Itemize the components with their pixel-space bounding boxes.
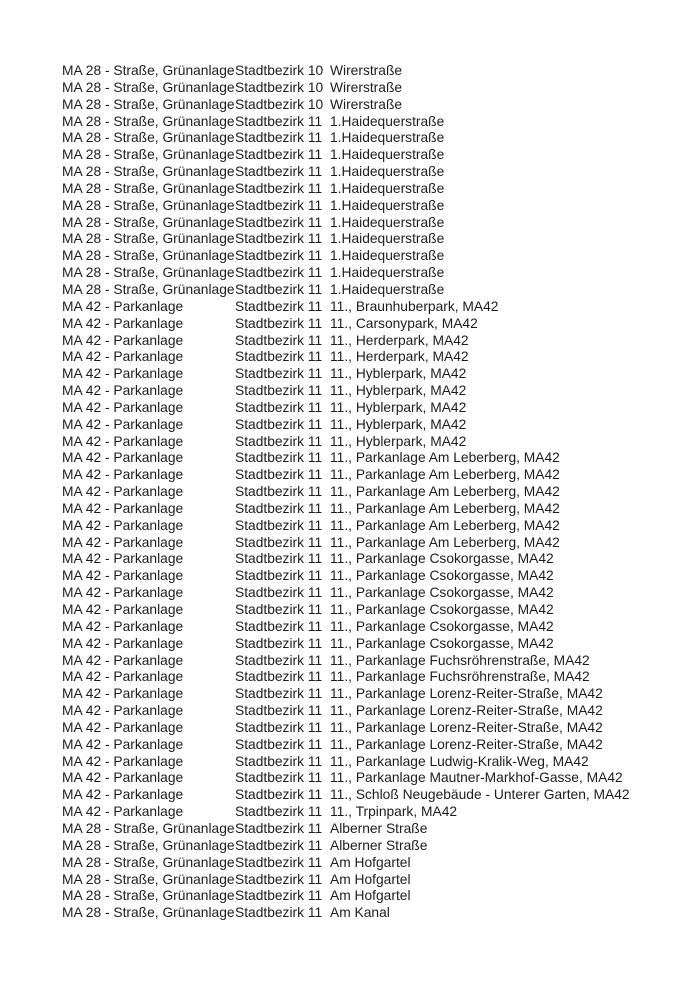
cell-department: MA 42 - Parkanlage bbox=[62, 669, 184, 685]
cell-location: 11., Parkanlage Lorenz-Reiter-Straße, MA42 bbox=[330, 686, 603, 702]
table-row bbox=[62, 248, 630, 265]
cell-district: Stadtbezirk 11 bbox=[235, 652, 323, 668]
cell-district: Stadtbezirk 11 bbox=[235, 416, 323, 432]
table-row bbox=[62, 535, 630, 552]
cell-district: Stadtbezirk 11 bbox=[235, 281, 323, 297]
table-row bbox=[62, 130, 630, 147]
cell-district: Stadtbezirk 11 bbox=[235, 450, 323, 466]
cell-location: Am Hofgartel bbox=[330, 871, 411, 887]
cell-location: Am Hofgartel bbox=[330, 854, 411, 870]
cell-location: 1.Haidequerstraße bbox=[330, 231, 445, 247]
cell-department: MA 42 - Parkanlage bbox=[62, 787, 184, 803]
cell-location: 11., Braunhuberpark, MA42 bbox=[330, 298, 499, 314]
cell-location: 1.Haidequerstraße bbox=[330, 164, 445, 180]
cell-district: Stadtbezirk 11 bbox=[235, 500, 323, 516]
table-row bbox=[62, 821, 630, 838]
cell-department: MA 28 - Straße, Grünanlage bbox=[62, 837, 235, 853]
cell-department: MA 28 - Straße, Grünanlage bbox=[62, 265, 235, 281]
table-row bbox=[62, 888, 630, 905]
table-row bbox=[62, 770, 630, 787]
cell-department: MA 42 - Parkanlage bbox=[62, 467, 184, 483]
cell-district: Stadtbezirk 11 bbox=[235, 837, 323, 853]
table-row bbox=[62, 198, 630, 215]
table-row bbox=[62, 333, 630, 350]
cell-location: 11., Trpinpark, MA42 bbox=[330, 804, 458, 820]
cell-location: 1.Haidequerstraße bbox=[330, 248, 445, 264]
table-row bbox=[62, 602, 630, 619]
table-row bbox=[62, 484, 630, 501]
cell-location: 11., Parkanlage Csokorgasse, MA42 bbox=[330, 602, 554, 617]
cell-department: MA 28 - Straße, Grünanlage bbox=[62, 130, 235, 146]
cell-department: MA 42 - Parkanlage bbox=[62, 332, 184, 348]
cell-district: Stadtbezirk 11 bbox=[235, 147, 323, 163]
cell-district: Stadtbezirk 11 bbox=[235, 686, 323, 702]
cell-location: 11., Schloß Neugebäude - Unterer Garten, MA42 bbox=[330, 787, 630, 803]
table-row bbox=[62, 804, 630, 821]
cell-district: Stadtbezirk 11 bbox=[235, 248, 323, 264]
cell-district: Stadtbezirk 11 bbox=[235, 349, 323, 365]
cell-district: Stadtbezirk 11 bbox=[235, 534, 323, 550]
table-row bbox=[62, 737, 630, 754]
table-row bbox=[62, 97, 630, 114]
table-row bbox=[62, 147, 630, 164]
cell-department: MA 28 - Straße, Grünanlage bbox=[62, 214, 235, 230]
cell-location: 11., Parkanlage Am Leberberg, MA42 bbox=[330, 517, 560, 533]
cell-location: 11., Herderpark, MA42 bbox=[330, 349, 469, 365]
cell-location: 11., Parkanlage Am Leberberg, MA42 bbox=[330, 467, 560, 483]
cell-district: Stadtbezirk 11 bbox=[235, 770, 323, 786]
cell-location: Am Hofgartel bbox=[330, 888, 411, 904]
cell-location: 11., Parkanlage Csokorgasse, MA42 bbox=[330, 585, 554, 601]
cell-location: Alberner Straße bbox=[330, 837, 428, 853]
cell-location: 11., Parkanlage Fuchsröhrenstraße, MA42 bbox=[330, 669, 590, 685]
cell-district: Stadtbezirk 11 bbox=[235, 753, 323, 769]
cell-department: MA 42 - Parkanlage bbox=[62, 652, 184, 668]
cell-department: MA 42 - Parkanlage bbox=[62, 349, 184, 365]
cell-location: 11., Hyblerpark, MA42 bbox=[330, 433, 467, 449]
cell-location: 1.Haidequerstraße bbox=[330, 281, 445, 297]
cell-location: Am Kanal bbox=[330, 905, 390, 921]
cell-department: MA 42 - Parkanlage bbox=[62, 433, 184, 449]
table-row bbox=[62, 181, 630, 198]
cell-department: MA 28 - Straße, Grünanlage bbox=[62, 871, 235, 887]
cell-department: MA 42 - Parkanlage bbox=[62, 635, 184, 651]
cell-district: Stadtbezirk 11 bbox=[235, 433, 323, 449]
cell-department: MA 42 - Parkanlage bbox=[62, 770, 184, 786]
table-row bbox=[62, 619, 630, 636]
table-row bbox=[62, 316, 630, 333]
cell-district: Stadtbezirk 11 bbox=[235, 332, 323, 348]
cell-location: 11., Herderpark, MA42 bbox=[330, 332, 469, 348]
table-row bbox=[62, 838, 630, 855]
cell-district: Stadtbezirk 10 bbox=[235, 79, 324, 95]
cell-district: Stadtbezirk 11 bbox=[235, 484, 323, 500]
cell-department: MA 28 - Straße, Grünanlage bbox=[62, 79, 235, 95]
table-row bbox=[62, 686, 630, 703]
cell-department: MA 28 - Straße, Grünanlage bbox=[62, 164, 235, 180]
cell-department: MA 28 - Straße, Grünanlage bbox=[62, 147, 235, 163]
cell-location: 11., Parkanlage Lorenz-Reiter-Straße, MA42 bbox=[330, 736, 603, 752]
cell-location: 11., Parkanlage Mautner-Markhof-Gasse, MA42 bbox=[330, 770, 623, 786]
cell-district: Stadtbezirk 11 bbox=[235, 602, 323, 617]
cell-department: MA 28 - Straße, Grünanlage bbox=[62, 197, 235, 213]
cell-district: Stadtbezirk 11 bbox=[235, 820, 323, 836]
cell-department: MA 42 - Parkanlage bbox=[62, 703, 184, 719]
cell-district: Stadtbezirk 11 bbox=[235, 130, 323, 146]
cell-district: Stadtbezirk 11 bbox=[235, 618, 323, 634]
cell-location: Wirerstraße bbox=[330, 96, 403, 112]
cell-department: MA 28 - Straße, Grünanlage bbox=[62, 248, 235, 264]
cell-department: MA 42 - Parkanlage bbox=[62, 315, 184, 331]
cell-location: Wirerstraße bbox=[330, 79, 403, 95]
table-row bbox=[62, 417, 630, 434]
table-row bbox=[62, 366, 630, 383]
cell-district: Stadtbezirk 11 bbox=[235, 180, 323, 196]
cell-department: MA 42 - Parkanlage bbox=[62, 551, 184, 567]
cell-location: 1.Haidequerstraße bbox=[330, 180, 445, 196]
table-row bbox=[62, 669, 630, 686]
cell-department: MA 28 - Straße, Grünanlage bbox=[62, 888, 235, 904]
table-row bbox=[62, 720, 630, 737]
cell-district: Stadtbezirk 11 bbox=[235, 197, 323, 213]
cell-location: 11., Parkanlage Am Leberberg, MA42 bbox=[330, 534, 560, 550]
table-row bbox=[62, 568, 630, 585]
cell-department: MA 42 - Parkanlage bbox=[62, 450, 184, 466]
cell-department: MA 28 - Straße, Grünanlage bbox=[62, 63, 235, 78]
cell-department: MA 42 - Parkanlage bbox=[62, 618, 184, 634]
cell-department: MA 28 - Straße, Grünanlage bbox=[62, 281, 235, 297]
cell-district: Stadtbezirk 11 bbox=[235, 164, 323, 180]
cell-location: 1.Haidequerstraße bbox=[330, 214, 445, 230]
cell-district: Stadtbezirk 11 bbox=[235, 231, 323, 247]
table-row bbox=[62, 872, 630, 889]
cell-department: MA 28 - Straße, Grünanlage bbox=[62, 820, 235, 836]
table-row bbox=[62, 467, 630, 484]
cell-location: 11., Parkanlage Csokorgasse, MA42 bbox=[330, 618, 554, 634]
cell-department: MA 28 - Straße, Grünanlage bbox=[62, 113, 235, 129]
cell-district: Stadtbezirk 11 bbox=[235, 568, 323, 584]
cell-district: Stadtbezirk 11 bbox=[235, 265, 323, 281]
cell-department: MA 42 - Parkanlage bbox=[62, 517, 184, 533]
cell-department: MA 42 - Parkanlage bbox=[62, 383, 184, 399]
cell-district: Stadtbezirk 11 bbox=[235, 366, 323, 382]
cell-district: Stadtbezirk 11 bbox=[235, 703, 323, 719]
table-row bbox=[62, 80, 630, 97]
cell-location: 1.Haidequerstraße bbox=[330, 265, 445, 281]
data-table bbox=[62, 63, 630, 922]
cell-district: Stadtbezirk 11 bbox=[235, 467, 323, 483]
cell-location: Alberner Straße bbox=[330, 820, 428, 836]
cell-location: 1.Haidequerstraße bbox=[330, 197, 445, 213]
cell-district: Stadtbezirk 11 bbox=[235, 399, 323, 415]
table-row bbox=[62, 585, 630, 602]
table-row bbox=[62, 551, 630, 568]
cell-department: MA 42 - Parkanlage bbox=[62, 602, 184, 617]
table-row bbox=[62, 787, 630, 804]
cell-location: 11., Parkanlage Am Leberberg, MA42 bbox=[330, 450, 560, 466]
cell-location: 11., Parkanlage Fuchsröhrenstraße, MA42 bbox=[330, 652, 590, 668]
table-row bbox=[62, 855, 630, 872]
table-row bbox=[62, 282, 630, 299]
cell-district: Stadtbezirk 11 bbox=[235, 214, 323, 230]
table-row bbox=[62, 703, 630, 720]
table-row bbox=[62, 905, 630, 922]
cell-district: Stadtbezirk 11 bbox=[235, 517, 323, 533]
table-row bbox=[62, 215, 630, 232]
cell-district: Stadtbezirk 10 bbox=[235, 96, 324, 112]
cell-location: Wirerstraße bbox=[330, 63, 403, 78]
table-row bbox=[62, 636, 630, 653]
cell-district: Stadtbezirk 11 bbox=[235, 854, 323, 870]
table-row bbox=[62, 299, 630, 316]
table-row bbox=[62, 265, 630, 282]
cell-location: 1.Haidequerstraße bbox=[330, 147, 445, 163]
table-row bbox=[62, 164, 630, 181]
cell-location: 11., Parkanlage Am Leberberg, MA42 bbox=[330, 500, 560, 516]
cell-location: 11., Parkanlage Lorenz-Reiter-Straße, MA42 bbox=[330, 719, 603, 735]
cell-department: MA 42 - Parkanlage bbox=[62, 399, 184, 415]
cell-district: Stadtbezirk 11 bbox=[235, 585, 323, 601]
cell-department: MA 42 - Parkanlage bbox=[62, 804, 184, 820]
cell-district: Stadtbezirk 11 bbox=[235, 719, 323, 735]
cell-district: Stadtbezirk 11 bbox=[235, 888, 323, 904]
cell-location: 11., Parkanlage Am Leberberg, MA42 bbox=[330, 484, 560, 500]
table-row bbox=[62, 518, 630, 535]
cell-department: MA 42 - Parkanlage bbox=[62, 568, 184, 584]
cell-district: Stadtbezirk 11 bbox=[235, 871, 323, 887]
cell-location: 11., Hyblerpark, MA42 bbox=[330, 383, 467, 399]
cell-district: Stadtbezirk 11 bbox=[235, 298, 323, 314]
cell-district: Stadtbezirk 11 bbox=[235, 669, 323, 685]
cell-location: 11., Hyblerpark, MA42 bbox=[330, 416, 467, 432]
cell-location: 11., Parkanlage Csokorgasse, MA42 bbox=[330, 635, 554, 651]
table-row bbox=[62, 434, 630, 451]
cell-district: Stadtbezirk 11 bbox=[235, 383, 323, 399]
cell-location: 11., Parkanlage Ludwig-Kralik-Weg, MA42 bbox=[330, 753, 589, 769]
table-row bbox=[62, 349, 630, 366]
cell-department: MA 42 - Parkanlage bbox=[62, 736, 184, 752]
cell-department: MA 42 - Parkanlage bbox=[62, 366, 184, 382]
cell-department: MA 28 - Straße, Grünanlage bbox=[62, 96, 235, 112]
cell-location: 11., Parkanlage Csokorgasse, MA42 bbox=[330, 568, 554, 584]
cell-district: Stadtbezirk 11 bbox=[235, 113, 323, 129]
cell-location: 11., Parkanlage Lorenz-Reiter-Straße, MA42 bbox=[330, 703, 603, 719]
cell-district: Stadtbezirk 11 bbox=[235, 905, 323, 921]
cell-department: MA 42 - Parkanlage bbox=[62, 416, 184, 432]
cell-location: 11., Parkanlage Csokorgasse, MA42 bbox=[330, 551, 554, 567]
cell-department: MA 42 - Parkanlage bbox=[62, 686, 184, 702]
cell-department: MA 42 - Parkanlage bbox=[62, 534, 184, 550]
cell-department: MA 42 - Parkanlage bbox=[62, 500, 184, 516]
table-row bbox=[62, 114, 630, 131]
cell-district: Stadtbezirk 10 bbox=[235, 63, 324, 78]
cell-location: 1.Haidequerstraße bbox=[330, 130, 445, 146]
table-row bbox=[62, 383, 630, 400]
cell-department: MA 42 - Parkanlage bbox=[62, 585, 184, 601]
cell-district: Stadtbezirk 11 bbox=[235, 635, 323, 651]
cell-location: 11., Hyblerpark, MA42 bbox=[330, 366, 467, 382]
cell-district: Stadtbezirk 11 bbox=[235, 736, 323, 752]
table-row bbox=[62, 63, 630, 80]
cell-location: 11., Hyblerpark, MA42 bbox=[330, 399, 467, 415]
cell-location: 11., Carsonypark, MA42 bbox=[330, 315, 478, 331]
cell-district: Stadtbezirk 11 bbox=[235, 551, 323, 567]
cell-department: MA 42 - Parkanlage bbox=[62, 298, 184, 314]
cell-department: MA 28 - Straße, Grünanlage bbox=[62, 905, 235, 921]
cell-district: Stadtbezirk 11 bbox=[235, 804, 323, 820]
cell-district: Stadtbezirk 11 bbox=[235, 315, 323, 331]
cell-department: MA 28 - Straße, Grünanlage bbox=[62, 854, 235, 870]
cell-department: MA 42 - Parkanlage bbox=[62, 753, 184, 769]
cell-district: Stadtbezirk 11 bbox=[235, 787, 323, 803]
cell-department: MA 28 - Straße, Grünanlage bbox=[62, 231, 235, 247]
cell-department: MA 28 - Straße, Grünanlage bbox=[62, 180, 235, 196]
table-row bbox=[62, 231, 630, 248]
cell-department: MA 42 - Parkanlage bbox=[62, 484, 184, 500]
table-row bbox=[62, 653, 630, 670]
table-row bbox=[62, 754, 630, 771]
cell-location: 1.Haidequerstraße bbox=[330, 113, 445, 129]
table-row bbox=[62, 450, 630, 467]
table-row bbox=[62, 501, 630, 518]
table-row bbox=[62, 400, 630, 417]
cell-department: MA 42 - Parkanlage bbox=[62, 719, 184, 735]
